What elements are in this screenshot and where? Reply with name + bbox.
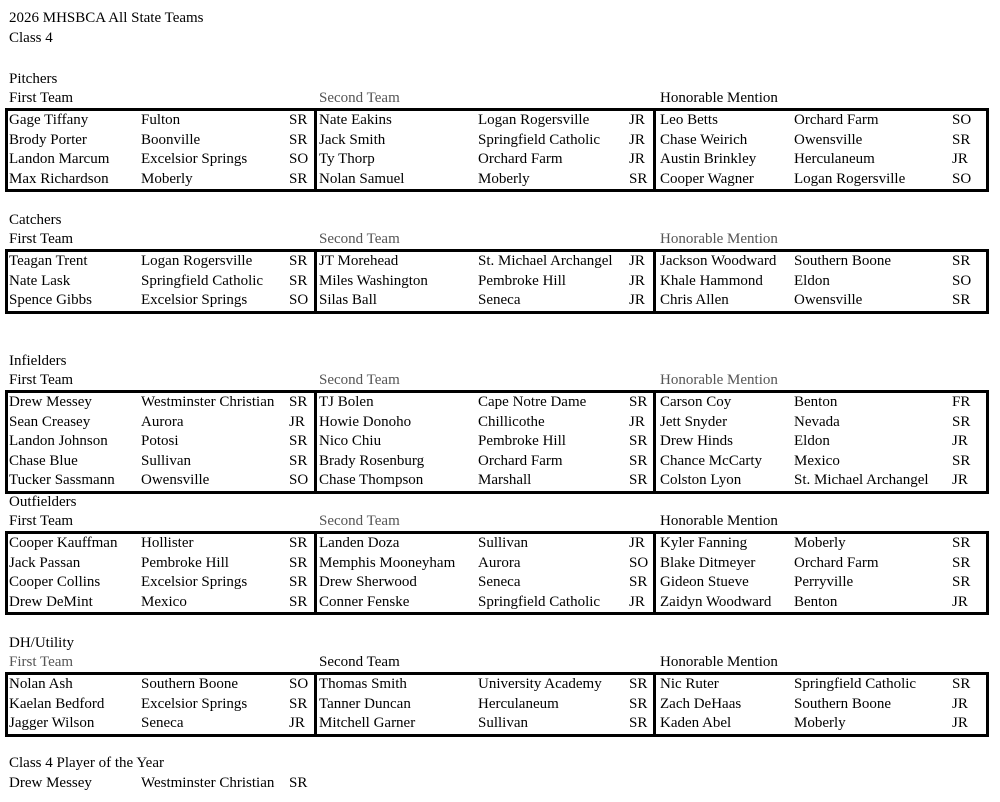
player-year: FR <box>952 394 971 410</box>
table-row <box>8 272 986 292</box>
player-school: Owensville <box>794 292 863 309</box>
player-year: SR <box>289 775 308 791</box>
table-row <box>8 170 986 190</box>
player-year: SR <box>952 292 971 309</box>
player-school: Mexico <box>141 593 187 610</box>
player-name: Chase Weirich <box>660 131 748 148</box>
player-name: Brady Rosenburg <box>319 452 425 469</box>
player-year: JR <box>629 272 645 289</box>
player-school: St. Michael Archangel <box>478 253 613 269</box>
team-header-first: First Team <box>9 90 74 106</box>
player-year: SR <box>629 695 648 712</box>
player-year: JR <box>629 292 645 309</box>
player-school: Eldon <box>794 433 830 450</box>
player-year: SR <box>289 452 308 469</box>
player-name: Khale Hammond <box>660 272 763 289</box>
table-row <box>8 695 986 715</box>
player-year: SR <box>952 554 971 571</box>
player-school: Orchard Farm <box>478 452 563 469</box>
player-name: Blake Ditmeyer <box>660 554 756 571</box>
table-row <box>8 534 986 554</box>
player-name: Colston Lyon <box>660 472 742 489</box>
player-of-year-title: Class 4 Player of the Year <box>9 755 164 771</box>
player-year: JR <box>952 715 968 732</box>
player-school: Orchard Farm <box>478 151 563 168</box>
player-school: Benton <box>794 394 838 410</box>
team-table <box>5 108 989 192</box>
section-title: Infielders <box>9 353 67 369</box>
player-year: JR <box>629 131 645 148</box>
player-school: Southern Boone <box>141 676 239 692</box>
team-header-hm: Honorable Mention <box>660 654 778 670</box>
player-year: SR <box>952 131 971 148</box>
team-header-second: Second Team <box>319 654 400 670</box>
player-name: Jagger Wilson <box>9 715 95 732</box>
table-row <box>8 471 986 491</box>
player-year: SO <box>952 112 972 128</box>
player-year: JR <box>952 695 968 712</box>
player-year: SR <box>952 413 971 430</box>
player-school: Southern Boone <box>794 695 892 712</box>
player-name: Tucker Sassmann <box>9 472 115 489</box>
team-header-hm: Honorable Mention <box>660 90 778 106</box>
player-school: Springfield Catholic <box>141 272 264 289</box>
player-year: SO <box>289 472 309 489</box>
player-school: Seneca <box>478 292 521 309</box>
player-year: SR <box>629 452 648 469</box>
player-year: SR <box>952 676 971 692</box>
player-year: JR <box>629 112 645 128</box>
player-school: Moberly <box>794 535 846 551</box>
player-name: Brody Porter <box>9 131 87 148</box>
player-school: Springfield Catholic <box>478 593 601 610</box>
player-school: Orchard Farm <box>794 554 879 571</box>
player-year: SR <box>629 170 648 187</box>
player-school: Herculaneum <box>794 151 875 168</box>
player-year: JR <box>952 593 968 610</box>
team-header-first: First Team <box>9 372 74 388</box>
player-year: SR <box>629 574 648 591</box>
player-name: Cooper Kauffman <box>9 535 118 551</box>
player-name: Zach DeHaas <box>660 695 742 712</box>
player-name: Drew Messey <box>9 775 92 791</box>
class-label: Class 4 <box>9 30 53 46</box>
player-year: SR <box>289 131 308 148</box>
player-school: Logan Rogersville <box>794 170 906 187</box>
player-year: JR <box>629 413 645 430</box>
player-school: Owensville <box>794 131 863 148</box>
player-name: Kaelan Bedford <box>9 695 105 712</box>
player-school: Moberly <box>478 170 530 187</box>
player-name: Nolan Ash <box>9 676 73 692</box>
player-year: JR <box>629 593 645 610</box>
player-name: Spence Gibbs <box>9 292 92 309</box>
player-school: Pembroke Hill <box>141 554 229 571</box>
section-title: DH/Utility <box>9 635 75 651</box>
player-school: Mexico <box>794 452 840 469</box>
player-year: SO <box>952 272 972 289</box>
player-name: Memphis Mooneyham <box>319 554 456 571</box>
table-row <box>8 554 986 574</box>
player-year: JR <box>952 151 968 168</box>
team-table <box>5 249 989 314</box>
document-title: 2026 MHSBCA All State Teams <box>9 10 204 26</box>
team-header-first: First Team <box>9 654 74 670</box>
player-school: Aurora <box>478 554 521 571</box>
player-school: Sullivan <box>141 452 192 469</box>
player-year: SO <box>289 292 309 309</box>
player-school: Potosi <box>141 433 179 450</box>
table-row <box>8 393 986 413</box>
player-name: Sean Creasey <box>9 413 91 430</box>
player-name: Carson Coy <box>660 394 732 410</box>
player-year: SO <box>629 554 649 571</box>
player-year: SR <box>289 112 308 128</box>
player-name: Tanner Duncan <box>319 695 411 712</box>
player-school: Excelsior Springs <box>141 292 248 309</box>
player-name: Jett Snyder <box>660 413 728 430</box>
player-year: SO <box>289 676 309 692</box>
player-name: Silas Ball <box>319 292 377 309</box>
player-name: Jack Smith <box>319 131 386 148</box>
player-name: Kaden Abel <box>660 715 732 732</box>
player-name: Gideon Stueve <box>660 574 749 591</box>
player-school: Westminster Christian <box>141 775 275 791</box>
team-header-second: Second Team <box>319 90 400 106</box>
player-year: SR <box>952 574 971 591</box>
player-name: Austin Brinkley <box>660 151 757 168</box>
player-year: SO <box>952 170 972 187</box>
player-school: Sullivan <box>478 715 529 732</box>
player-name: Conner Fenske <box>319 593 410 610</box>
player-year: JR <box>289 715 305 732</box>
team-header-hm: Honorable Mention <box>660 231 778 247</box>
player-school: Seneca <box>478 574 521 591</box>
player-school: Logan Rogersville <box>141 253 253 269</box>
player-name: Landen Doza <box>319 535 400 551</box>
player-name: Leo Betts <box>660 112 718 128</box>
player-school: Excelsior Springs <box>141 151 248 168</box>
player-year: SR <box>952 535 971 551</box>
player-year: JR <box>952 472 968 489</box>
player-year: SR <box>289 394 308 410</box>
table-row <box>8 593 986 613</box>
player-name: Miles Washington <box>319 272 428 289</box>
player-school: St. Michael Archangel <box>794 472 929 489</box>
player-name: Cooper Collins <box>9 574 101 591</box>
player-name: Nic Ruter <box>660 676 719 692</box>
player-school: Sullivan <box>478 535 529 551</box>
table-row <box>8 452 986 472</box>
player-name: Landon Johnson <box>9 433 108 450</box>
player-name: Chase Blue <box>9 452 78 469</box>
table-row <box>8 413 986 433</box>
player-name: Drew Sherwood <box>319 574 417 591</box>
player-name: Chase Thompson <box>319 472 424 489</box>
player-year: SR <box>629 433 648 450</box>
player-school: Pembroke Hill <box>478 272 566 289</box>
player-school: Aurora <box>141 413 184 430</box>
player-school: Benton <box>794 593 838 610</box>
team-header-hm: Honorable Mention <box>660 372 778 388</box>
player-year: JR <box>629 535 645 551</box>
team-table <box>5 531 989 615</box>
team-table <box>5 672 989 737</box>
table-row <box>8 131 986 151</box>
player-name: TJ Bolen <box>319 394 374 410</box>
player-school: Moberly <box>794 715 846 732</box>
player-name: Jack Passan <box>9 554 81 571</box>
player-school: Eldon <box>794 272 830 289</box>
player-year: SR <box>629 394 648 410</box>
table-row <box>8 111 986 131</box>
player-year: JR <box>952 433 968 450</box>
player-school: Boonville <box>141 131 201 148</box>
player-year: SR <box>289 170 308 187</box>
player-name: Jackson Woodward <box>660 253 777 269</box>
table-row <box>8 573 986 593</box>
player-school: Owensville <box>141 472 210 489</box>
player-school: Marshall <box>478 472 532 489</box>
player-year: SR <box>289 574 308 591</box>
team-header-second: Second Team <box>319 372 400 388</box>
player-name: Landon Marcum <box>9 151 110 168</box>
player-year: SR <box>289 253 308 269</box>
section-title: Outfielders <box>9 494 77 510</box>
player-name: Kyler Fanning <box>660 535 748 551</box>
player-name: JT Morehead <box>319 253 399 269</box>
player-name: Mitchell Garner <box>319 715 416 732</box>
player-year: SR <box>289 593 308 610</box>
player-name: Max Richardson <box>9 170 109 187</box>
player-year: SR <box>289 272 308 289</box>
player-name: Cooper Wagner <box>660 170 754 187</box>
player-school: Logan Rogersville <box>478 112 590 128</box>
team-header-second: Second Team <box>319 231 400 247</box>
player-year: SR <box>952 253 971 269</box>
player-of-year-row <box>8 774 408 794</box>
player-school: Cape Notre Dame <box>478 394 587 410</box>
player-year: JR <box>629 253 645 269</box>
player-year: SR <box>629 472 648 489</box>
player-school: Chillicothe <box>478 413 545 430</box>
player-year: SR <box>289 695 308 712</box>
player-school: University Academy <box>478 676 602 692</box>
player-school: Herculaneum <box>478 695 559 712</box>
player-name: Nico Chiu <box>319 433 382 450</box>
player-year: SR <box>952 452 971 469</box>
player-school: Nevada <box>794 413 840 430</box>
team-table <box>5 390 989 494</box>
team-header-first: First Team <box>9 231 74 247</box>
table-row <box>8 252 986 272</box>
player-name: Nate Lask <box>9 272 71 289</box>
team-header-first: First Team <box>9 513 74 529</box>
player-name: Teagan Trent <box>9 253 88 269</box>
player-year: SR <box>289 554 308 571</box>
player-year: SR <box>629 676 648 692</box>
player-school: Hollister <box>141 535 194 551</box>
table-row <box>8 291 986 311</box>
player-name: Drew Hinds <box>660 433 733 450</box>
section-title: Catchers <box>9 212 62 228</box>
player-year: JR <box>289 413 305 430</box>
table-row <box>8 432 986 452</box>
table-row <box>8 714 986 734</box>
player-year: JR <box>629 151 645 168</box>
player-school: Westminster Christian <box>141 394 275 410</box>
team-header-hm: Honorable Mention <box>660 513 778 529</box>
player-school: Orchard Farm <box>794 112 879 128</box>
player-name: Ty Thorp <box>319 151 375 168</box>
player-school: Springfield Catholic <box>478 131 601 148</box>
player-school: Springfield Catholic <box>794 676 917 692</box>
table-row <box>8 675 986 695</box>
player-name: Zaidyn Woodward <box>660 593 772 610</box>
player-name: Thomas Smith <box>319 676 407 692</box>
player-name: Nolan Samuel <box>319 170 405 187</box>
player-year: SR <box>629 715 648 732</box>
section-title: Pitchers <box>9 71 58 87</box>
player-year: SR <box>289 433 308 450</box>
player-school: Seneca <box>141 715 184 732</box>
player-name: Howie Donoho <box>319 413 412 430</box>
player-name: Drew Messey <box>9 394 92 410</box>
player-name: Drew DeMint <box>9 593 93 610</box>
player-year: SR <box>289 535 308 551</box>
player-school: Excelsior Springs <box>141 574 248 591</box>
player-name: Chance McCarty <box>660 452 763 469</box>
player-school: Southern Boone <box>794 253 892 269</box>
team-header-second: Second Team <box>319 513 400 529</box>
player-school: Perryville <box>794 574 854 591</box>
player-name: Chris Allen <box>660 292 729 309</box>
player-name: Nate Eakins <box>319 112 392 128</box>
player-school: Excelsior Springs <box>141 695 248 712</box>
player-year: SO <box>289 151 309 168</box>
player-school: Pembroke Hill <box>478 433 566 450</box>
player-school: Moberly <box>141 170 193 187</box>
player-name: Gage Tiffany <box>9 112 89 128</box>
player-school: Fulton <box>141 112 181 128</box>
table-row <box>8 150 986 170</box>
